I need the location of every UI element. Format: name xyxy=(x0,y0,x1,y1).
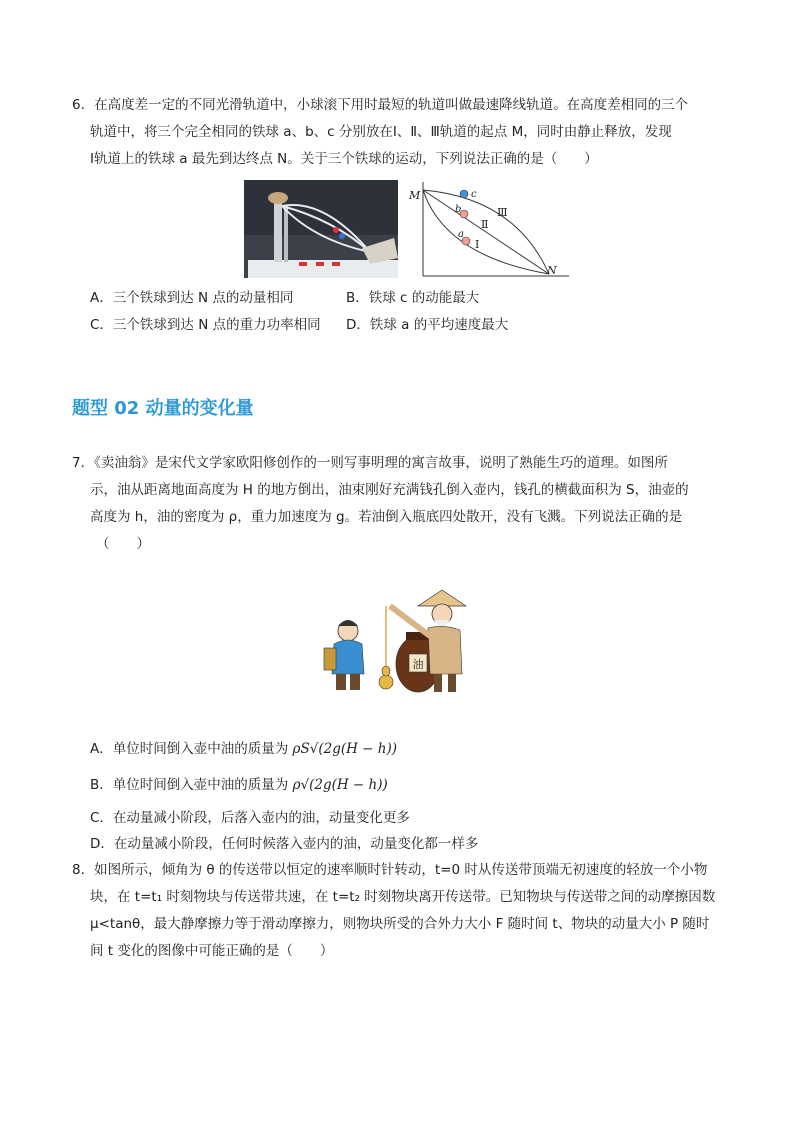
label-II: Ⅱ xyxy=(481,218,489,231)
oil-seller-illustration xyxy=(318,586,478,701)
q7-line-3: 高度为 h，油的密度为 ρ，重力加速度为 g。若油倒入瓶底四处散开，没有飞溅。下列说法正确的是 xyxy=(90,509,683,525)
q8-line-4: 间 t 变化的图像中可能正确的是（ ） xyxy=(90,943,334,959)
section-title: 题型 02 动量的变化量 xyxy=(72,398,254,419)
ball-c xyxy=(460,190,468,198)
q7-option-a-text: A．单位时间倒入壶中油的质量为 xyxy=(90,741,289,757)
label-M: M xyxy=(409,189,421,202)
label-a: a xyxy=(458,229,464,240)
q7-option-b xyxy=(90,775,388,795)
q8-line-1: 8．如图所示，倾角为 θ 的传送带以恒定的速率顺时针转动，t=0 时从传送带顶端无初速度的轻放一个小物 xyxy=(72,862,708,878)
q7-option-b-formula: ρ√(2g(H − h)) xyxy=(292,777,388,793)
q6-option-c: C．三个铁球到达 N 点的重力功率相同 xyxy=(90,317,321,333)
q6-option-d: D．铁球 a 的平均速度最大 xyxy=(346,317,509,333)
q7-option-a-formula: ρS√(2g(H − h)) xyxy=(292,741,397,757)
label-III: Ⅲ xyxy=(497,206,508,219)
track-diagram xyxy=(405,178,571,282)
q6-option-b: B．铁球 c 的动能最大 xyxy=(346,290,480,306)
q6-line-1: 6．在高度差一定的不同光滑轨道中，小球滚下用时最短的轨道叫做最速降线轨道。在高度差相同的三个 xyxy=(72,97,689,113)
q7-line-1: 7．《卖油翁》是宋代文学家欧阳修创作的一则写事明理的寓言故事，说明了熟能生巧的道理。如图所 xyxy=(72,455,668,471)
q7-line-4: （ ） xyxy=(96,536,150,552)
q6-option-a: A．三个铁球到达 N 点的动量相同 xyxy=(90,290,294,306)
q7-option-c: C．在动量减小阶段，后落入壶内的油，动量变化更多 xyxy=(90,810,410,826)
q8-line-2: 块，在 t=t₁ 时刻物块与传送带共速，在 t=t₂ 时刻物块离开传送带。已知物块与传送带之间的动摩擦因数 xyxy=(90,889,716,905)
jar-label: 油 xyxy=(412,658,424,671)
label-N: N xyxy=(547,264,557,277)
q8-line-3: μ<tanθ，最大静摩擦力等于滑动摩擦力，则物块所受的合外力大小 F 随时间 t、物块的动量大小 P 随时 xyxy=(90,916,710,932)
q6-line-2: 轨道中，将三个完全相同的铁球 a、b、c 分别放在Ⅰ、Ⅱ、Ⅲ轨道的起点 M，同时由静止释放，发现 xyxy=(90,124,672,140)
q6-line-3: Ⅰ轨道上的铁球 a 最先到达终点 N。关于三个铁球的运动，下列说法正确的是（ ） xyxy=(90,151,598,167)
label-I: Ⅰ xyxy=(475,238,480,251)
q7-option-a xyxy=(90,739,397,759)
label-b: b xyxy=(455,204,462,215)
track-II xyxy=(423,190,549,274)
experiment-photo xyxy=(244,180,398,278)
q7-option-b-text: B．单位时间倒入壶中油的质量为 xyxy=(90,777,289,793)
label-c: c xyxy=(471,189,477,200)
q7-option-d: D．在动量减小阶段，任何时候落入壶内的油，动量变化都一样多 xyxy=(90,836,479,852)
q7-line-2: 示，油从距离地面高度为 H 的地方倒出，油束刚好充满钱孔倒入壶内，钱孔的横截面积为 S，油壶的 xyxy=(90,482,689,498)
